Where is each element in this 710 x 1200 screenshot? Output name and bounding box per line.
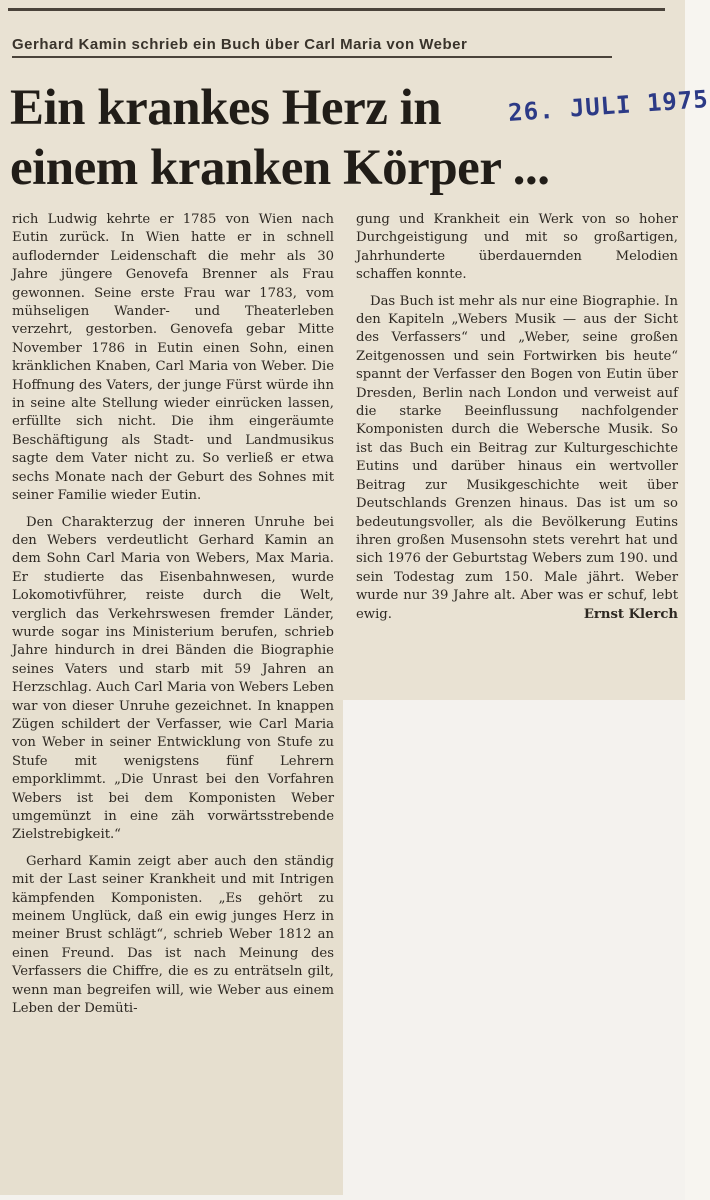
paragraph: gung und Krankheit ein Werk von so hoher Durchgeistigung und mit so großartigen, Jahrhunderte überdauernden Melodien schaffen konnte.	[356, 212, 678, 283]
right-column	[356, 211, 678, 624]
paragraph: rich Ludwig kehrte er 1785 von Wien nach Eutin zurück. In Wien hatte er in schnell auflodernder Leidenschaft die mehr als 30 Jahre jüngere Genovefa Brenner als Frau gewonnen. Seine erste Frau war 1783, vom mühseligen Wander- und Theaterleben verzehrt, gestorben. Genovefa gebar Mitte November 1786 in Eutin einen Sohn, einen kränklichen Knaben, Carl Maria von Weber. Die Hoffnung des Vaters, der junge Fürst würde ihn in seine alte Stellung wieder einrücken lassen, erfüllte sich nicht. Die ihm eingeräumte Beschäftigung als Stadt- und Landmusikus sagte dem Vater nicht zu. So verließ er etwa sechs Monate nach der Geburt des Sohnes mit seiner Familie wieder Eutin.	[12, 212, 334, 504]
article-kicker: Gerhard Kamin schrieb ein Buch über Carl Maria von Weber	[12, 36, 612, 58]
paragraph: Das Buch ist mehr als nur eine Biographie. In den Kapiteln „Webers Musik — aus der Sicht des Verfassers“ und „Weber, seine großen Zeitgenossen und sein Fortwirken bis heute“ spannt der Verfasser den Bogen von Eutin über Dresden, Berlin nach London und verweist auf die starke Beeinflussung nachfolgender Komponisten durch die Webersche Musik. So ist das Buch ein Beitrag zur Kulturgeschichte Eutins und darüber hinaus ein wertvoller Beitrag zur Musikgeschichte weit über Deutschlands Grenzen hinaus. Das ist um so bedeutungsvoller, als die Bevölkerung Eutins ihren großen Musensohn stets verehrt hat und sich 1976 der Geburtstag Webers zum 190. und sein Todestag zum 150. Male jährt. Weber wurde nur 39 Jahre alt. Aber was er schuf, lebt ewig.	[356, 293, 678, 622]
top-rule	[8, 8, 665, 11]
headline-line-2: einem kranken Körper ...	[10, 140, 550, 196]
headline-line-1: Ein krankes Herz in	[10, 80, 442, 136]
paragraph: Gerhard Kamin zeigt aber auch den ständig mit der Last seiner Krankheit und mit Intrigen kämpfenden Komponisten. „Es gehört zu meinem Unglück, daß ein ewig junges Herz in meiner Brust schlägt“, schrieb Weber 1812 an einen Freund. Das ist nach Meinung des Verfassers die Chiffre, die es zu enträtseln gilt, wenn man begreifen will, wie Weber aus einem Leben der Demüti-	[12, 853, 334, 1017]
paragraph: Den Charakterzug der inneren Unruhe bei den Webers verdeutlicht Gerhard Kamin an dem Sohn Carl Maria von Webers, Max Maria. Er studierte das Eisenbahnwesen, wurde Lokomotivführer, reiste durch die Welt, verglich das Verkehrswesen fremder Länder, wurde sogar ins Ministerium berufen, schrieb Jahre hindurch in drei Bänden die Biographie seines Vaters und starb mit 59 Jahren an Herzschlag. Auch Carl Maria von Webers Leben war von dieser Unruhe gezeichnet. In knappen Zügen schildert der Verfasser, wie Carl Maria von Weber in seiner Entwicklung von Stufe zu Stufe mit wenigstens fünf Lehrern emporklimmt. „Die Unrast bei den Vorfahren Webers ist bei dem Komponisten Weber umgemünzt in eine zäh vorwärtsstrebende Zielstrebigkeit.“	[12, 514, 334, 843]
left-column	[12, 211, 334, 1018]
date-stamp: 26. JULI 1975	[507, 85, 710, 127]
author-name: Ernst Klerch	[583, 606, 678, 622]
